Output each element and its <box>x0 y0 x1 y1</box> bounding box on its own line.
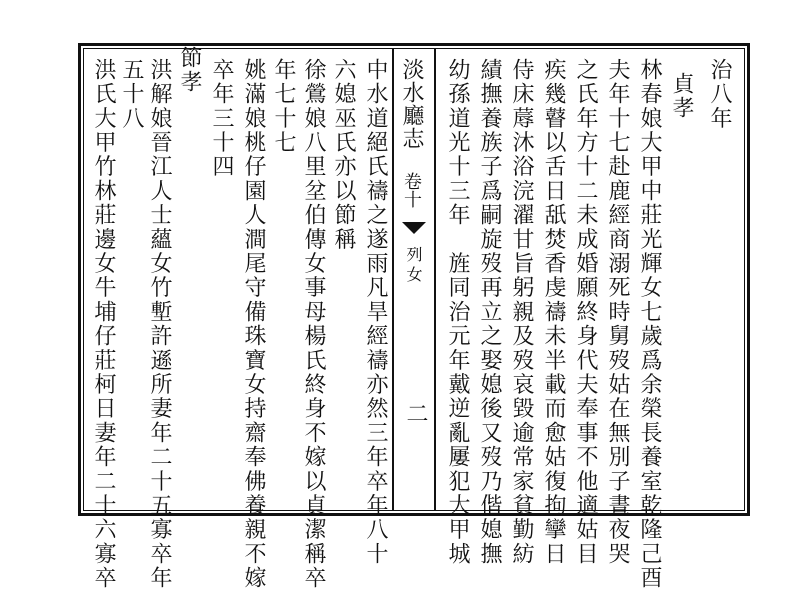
fishtail-mark <box>402 222 426 234</box>
text-column: 姚滿娘桃仔園人澗尾守備珠寶女持齋奉佛養親不嫁 <box>241 58 266 590</box>
text-column: 年七十七 <box>271 58 296 155</box>
text-column: 之氏年方十二未成婚願終身代夫奉事不他適姑目 <box>573 58 598 567</box>
text-column: 侍床蓐沐浴浣濯甘旨躬親及歿哀毀逾常家貧勤紡 <box>509 58 534 567</box>
text-column: 夫年十七赴鹿經商溺死時舅歿姑在無別子晝夜哭 <box>605 58 630 567</box>
text-column: 疾幾瞽以舌日舐焚香虔禱未半載而愈姑復拘攣日 <box>541 58 566 567</box>
juan-label: 卷十 <box>401 172 422 208</box>
text-column: 五十八 <box>119 58 144 131</box>
page-number: 二 <box>403 402 428 424</box>
text-column: 洪解娘晉江人士蘊女竹塹許遜所妻年二十五寡卒年 <box>147 58 172 590</box>
text-column: 治八年 <box>707 58 732 131</box>
section-label: 列女 <box>404 246 423 286</box>
text-column: 洪氏大甲竹林莊邊女牛埔仔莊柯日妻年二十六寡卒 <box>91 58 116 590</box>
book-title: 淡水廳志 <box>399 58 424 150</box>
text-column: 六媳巫氏亦以節稱 <box>331 58 356 252</box>
text-column: 卒年三十四 <box>209 58 234 179</box>
text-column: 幼孫道光十三年 旌同治元年戴逆亂屢犯大甲城 <box>445 58 470 567</box>
text-column: 中水道絕氏禱之遂雨凡旱經禱亦然三年卒年八十 <box>363 58 388 567</box>
text-column: 績撫養族子爲嗣旋歿再立之娶媳後又歿乃偕媳撫 <box>477 58 502 567</box>
text-column: 林春娘大甲中莊光輝女七歲爲余榮長養室乾隆己酉 <box>637 58 662 590</box>
text-column: 節孝 <box>177 46 202 95</box>
text-column: 貞孝 <box>669 72 694 121</box>
text-column: 徐鶯娘八里坌伯傳女事母楊氏終身不嫁以貞潔稱卒 <box>301 58 326 590</box>
